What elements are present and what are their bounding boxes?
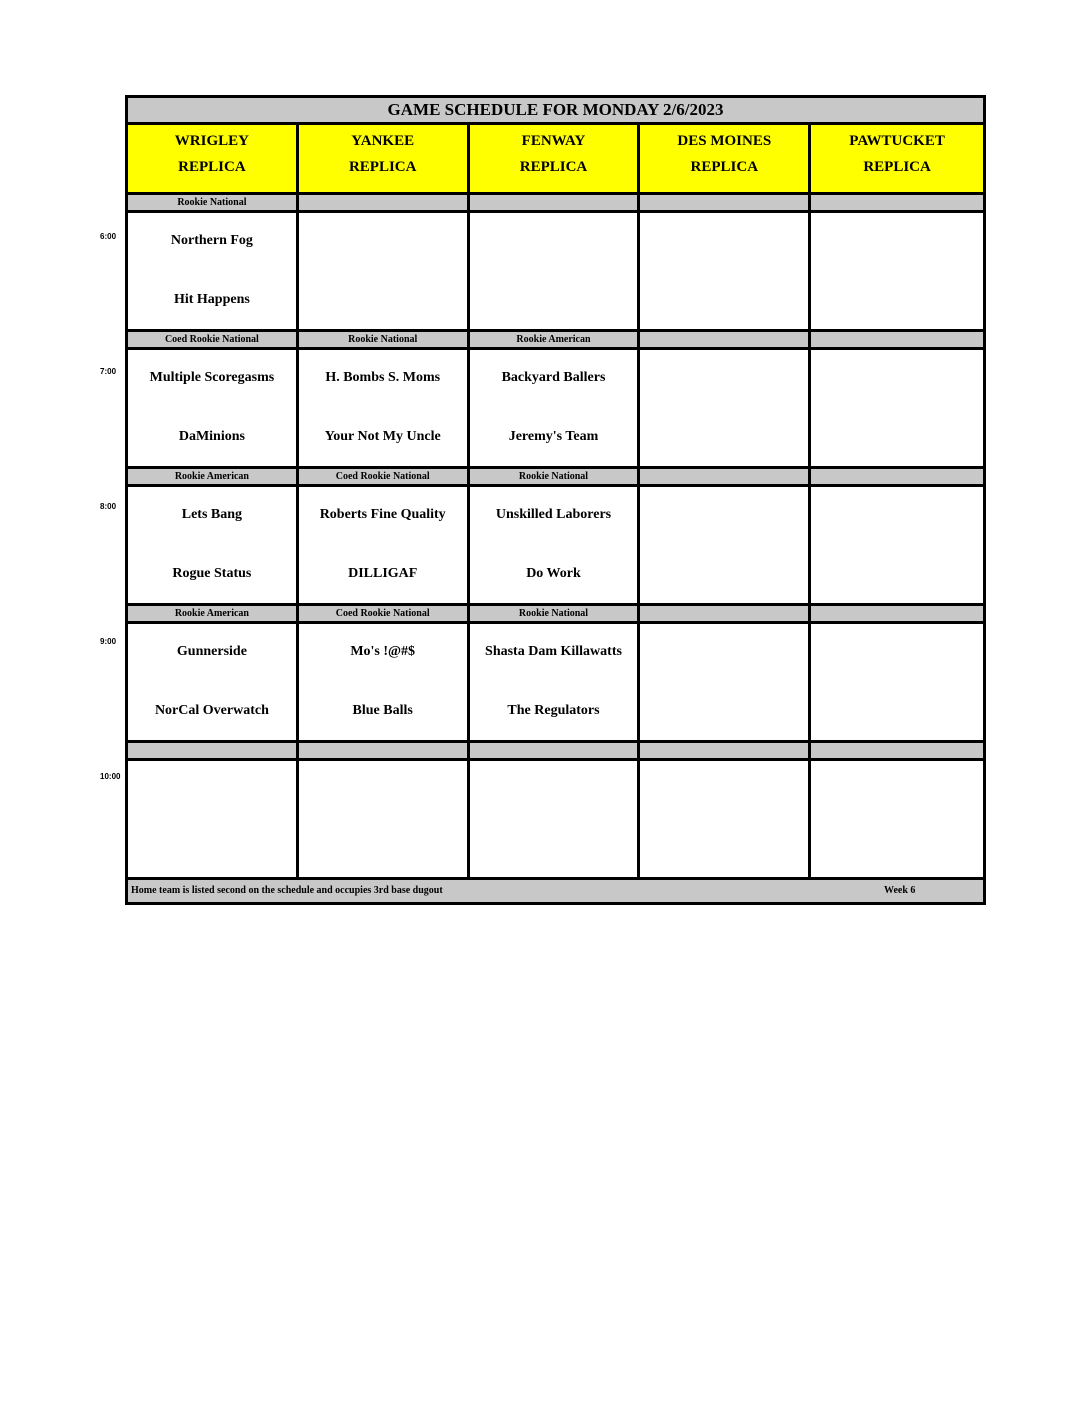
- game-cell: [811, 624, 983, 740]
- game-row: [128, 761, 983, 880]
- division-label: [811, 195, 983, 210]
- field-subtitle: REPLICA: [519, 159, 588, 175]
- division-label: [299, 743, 470, 758]
- division-label: [811, 743, 983, 758]
- field-name: YANKEE: [351, 133, 415, 149]
- field-header-pawtucket: [811, 125, 983, 192]
- division-label: Rookie National: [470, 469, 641, 484]
- game-cell: [640, 487, 811, 603]
- home-team-note: Home team is listed second on the schedule and occupies 3rd base dugout: [131, 885, 443, 896]
- division-label: Coed Rookie National: [299, 606, 470, 621]
- division-label: [811, 332, 983, 347]
- away-team: Multiple Scoregasms: [149, 370, 275, 385]
- division-label: [470, 195, 641, 210]
- division-row: [128, 469, 983, 487]
- division-label: Coed Rookie National: [299, 469, 470, 484]
- game-cell: [299, 487, 470, 603]
- schedule-title: GAME SCHEDULE FOR MONDAY 2/6/2023: [128, 98, 983, 125]
- game-cell: [299, 350, 470, 466]
- game-cell: [470, 487, 641, 603]
- division-label: [128, 743, 299, 758]
- game-cell: [299, 213, 470, 329]
- game-cell: [811, 487, 983, 603]
- division-label: [640, 332, 811, 347]
- home-team: Hit Happens: [173, 292, 250, 307]
- division-label: Rookie National: [128, 195, 299, 210]
- game-cell: [811, 350, 983, 466]
- game-cell: [470, 350, 641, 466]
- time-label: 8:00: [100, 502, 117, 511]
- division-row: [128, 195, 983, 213]
- game-row: [128, 487, 983, 606]
- game-cell: [811, 213, 983, 329]
- game-cell: [470, 761, 641, 877]
- game-cell: [128, 624, 299, 740]
- game-row: [128, 213, 983, 332]
- division-label: [470, 743, 641, 758]
- game-cell: [470, 624, 641, 740]
- division-row: [128, 332, 983, 350]
- time-label: 10:00: [100, 772, 121, 781]
- field-header-wrigley: [128, 125, 299, 192]
- away-team: H. Bombs S. Moms: [325, 370, 441, 385]
- home-team: DILLIGAF: [348, 566, 418, 581]
- division-label: Rookie American: [128, 469, 299, 484]
- game-cell: [640, 213, 811, 329]
- division-label: [640, 743, 811, 758]
- game-cell: [640, 624, 811, 740]
- away-team: Northern Fog: [170, 233, 253, 248]
- game-cell: [128, 213, 299, 329]
- away-team: Mo's !@#$: [350, 644, 416, 659]
- field-name: PAWTUCKET: [849, 133, 945, 149]
- field-name: FENWAY: [521, 133, 586, 149]
- division-label: Rookie American: [128, 606, 299, 621]
- away-team: Backyard Ballers: [501, 370, 606, 385]
- away-team: Unskilled Laborers: [495, 507, 612, 522]
- division-label: Rookie American: [470, 332, 641, 347]
- home-team: The Regulators: [507, 703, 600, 718]
- time-label: 9:00: [100, 637, 117, 646]
- time-label: 7:00: [100, 367, 117, 376]
- home-team: Do Work: [526, 566, 581, 581]
- division-label: [299, 195, 470, 210]
- field-subtitle: REPLICA: [178, 159, 246, 175]
- game-cell: [811, 761, 983, 877]
- division-label: Rookie National: [470, 606, 641, 621]
- field-header-yankee: [299, 125, 470, 192]
- home-team: NorCal Overwatch: [154, 703, 269, 718]
- schedule-table: [125, 95, 986, 905]
- game-cell: [640, 350, 811, 466]
- week-label: Week 6: [884, 885, 916, 896]
- schedule-footer: [128, 880, 983, 902]
- division-label: [811, 606, 983, 621]
- away-team: Shasta Dam Killawatts: [485, 644, 622, 659]
- game-cell: [299, 761, 470, 877]
- game-cell: [299, 624, 470, 740]
- home-team: Your Not My Uncle: [324, 429, 441, 444]
- home-team: Blue Balls: [352, 703, 413, 718]
- home-team: DaMinions: [178, 429, 245, 444]
- field-subtitle: REPLICA: [863, 159, 931, 175]
- division-label: [811, 469, 983, 484]
- field-header-fenway: [470, 125, 641, 192]
- division-label: [640, 606, 811, 621]
- game-cell: [640, 761, 811, 877]
- division-row: [128, 743, 983, 761]
- division-label: [640, 195, 811, 210]
- field-header-row: [128, 125, 983, 195]
- division-label: [640, 469, 811, 484]
- field-name: WRIGLEY: [174, 133, 249, 149]
- division-label: Coed Rookie National: [128, 332, 299, 347]
- game-row: [128, 350, 983, 469]
- division-label: Rookie National: [299, 332, 470, 347]
- time-label: 6:00: [100, 232, 117, 241]
- away-team: Lets Bang: [181, 507, 243, 522]
- home-team: Jeremy's Team: [508, 429, 599, 444]
- division-row: [128, 606, 983, 624]
- field-subtitle: REPLICA: [348, 159, 417, 175]
- field-subtitle: REPLICA: [690, 159, 759, 175]
- game-cell: [128, 487, 299, 603]
- home-team: Rogue Status: [172, 566, 252, 581]
- field-header-des-moines: [640, 125, 811, 192]
- game-cell: [128, 761, 299, 877]
- field-name: DES MOINES: [677, 133, 772, 149]
- away-team: Gunnerside: [176, 644, 247, 659]
- game-row: [128, 624, 983, 743]
- game-cell: [128, 350, 299, 466]
- away-team: Roberts Fine Quality: [319, 507, 446, 522]
- game-cell: [470, 213, 641, 329]
- time-slots: [128, 195, 983, 880]
